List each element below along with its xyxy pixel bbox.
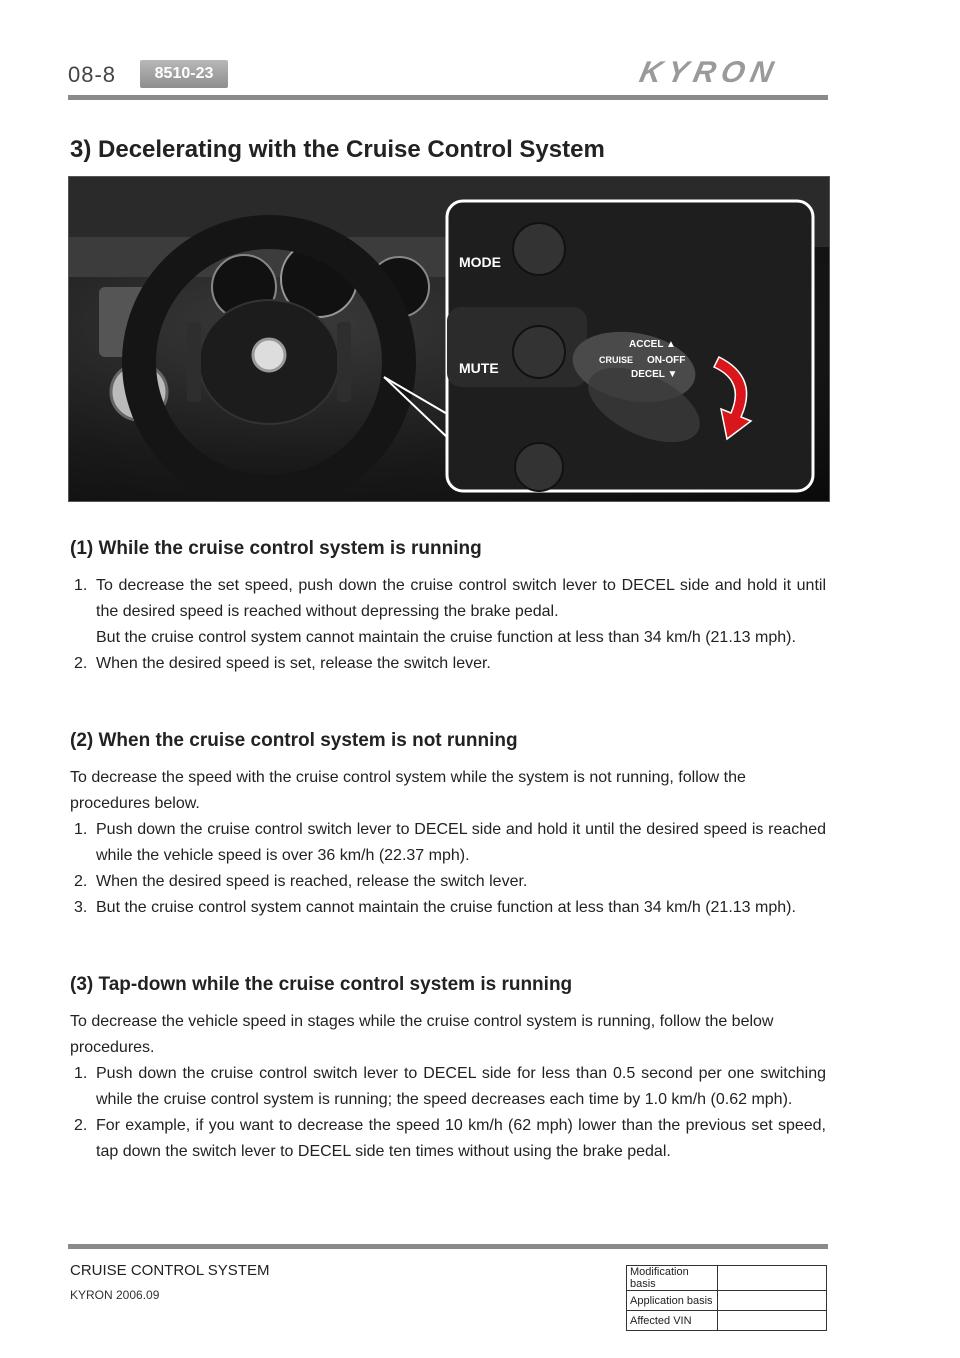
subsection-3-intro: To decrease the vehicle speed in stages while the cruise control system is running, follow the below procedures. [70, 1013, 774, 1056]
mode-label: MODE [459, 254, 501, 270]
header-divider [68, 95, 828, 100]
list-item: 1. Push down the cruise control switch lever to DECEL side and hold it until the desired speed is reached while the vehicle speed is over 36 km/h (22.37 mph). [74, 821, 826, 864]
decel-label: DECEL ▼ [631, 369, 678, 380]
section-title: 3) Decelerating with the Cruise Control System [70, 136, 605, 163]
steering-wheel-photo [68, 176, 830, 502]
table-row: Application basis [627, 1291, 827, 1311]
table-row: Modification basis [627, 1266, 827, 1291]
list-item: 1. Push down the cruise control switch lever to DECEL side for less than 0.5 second per one switching while the cruise control system is running; the speed decreases each time by 1.0 km/h (0.62 mph). [74, 1065, 826, 1108]
mute-label: MUTE [459, 360, 499, 376]
footer-divider [68, 1244, 828, 1249]
onoff-label: ON-OFF [647, 355, 686, 366]
list-item: 3. But the cruise control system cannot maintain the cruise function at less than 34 km/h (21.13 mph). [74, 899, 796, 916]
modification-info-table [626, 1265, 827, 1331]
list-item: 1. To decrease the set speed, push down the cruise control switch lever to DECEL side and hold it until the desired speed is reached without depressing the brake pedal. But the cruise control system cannot maintain the cruise function at less than 34 km/h (21.13 mph). [74, 577, 826, 646]
subsection-2-list [70, 817, 826, 921]
subsection-2-intro: To decrease the speed with the cruise control system while the system is not running, follow the procedures below. [70, 769, 746, 812]
subsection-1-list [70, 573, 826, 677]
steering-wheel-illustration [69, 177, 829, 501]
brand-logo: KYRON [636, 56, 782, 89]
footer-model-date: KYRON 2006.09 [70, 1288, 160, 1302]
page-number: 08-8 [68, 62, 117, 87]
cruise-label: CRUISE [599, 355, 634, 365]
list-item: 2. For example, if you want to decrease the speed 10 km/h (62 mph) lower than the previous set speed, tap down the switch lever to DECEL side ten times without using the brake pedal. [74, 1117, 826, 1160]
list-item: 2. When the desired speed is reached, release the switch lever. [74, 873, 528, 890]
subsection-3-title: (3) Tap-down while the cruise control system is running [70, 974, 573, 995]
steering-emblem [253, 339, 285, 371]
section-code-badge: 8510-23 [140, 60, 228, 88]
subsection-3-list [70, 1061, 826, 1165]
subsection-1-title: (1) While the cruise control system is running [70, 538, 482, 559]
accel-label: ACCEL ▲ [629, 339, 676, 350]
list-item: 2. When the desired speed is set, release the switch lever. [74, 655, 491, 672]
subsection-2-title: (2) When the cruise control system is not running [70, 730, 518, 751]
footer-title: CRUISE CONTROL SYSTEM [70, 1262, 270, 1279]
table-row: Affected VIN [627, 1311, 827, 1331]
